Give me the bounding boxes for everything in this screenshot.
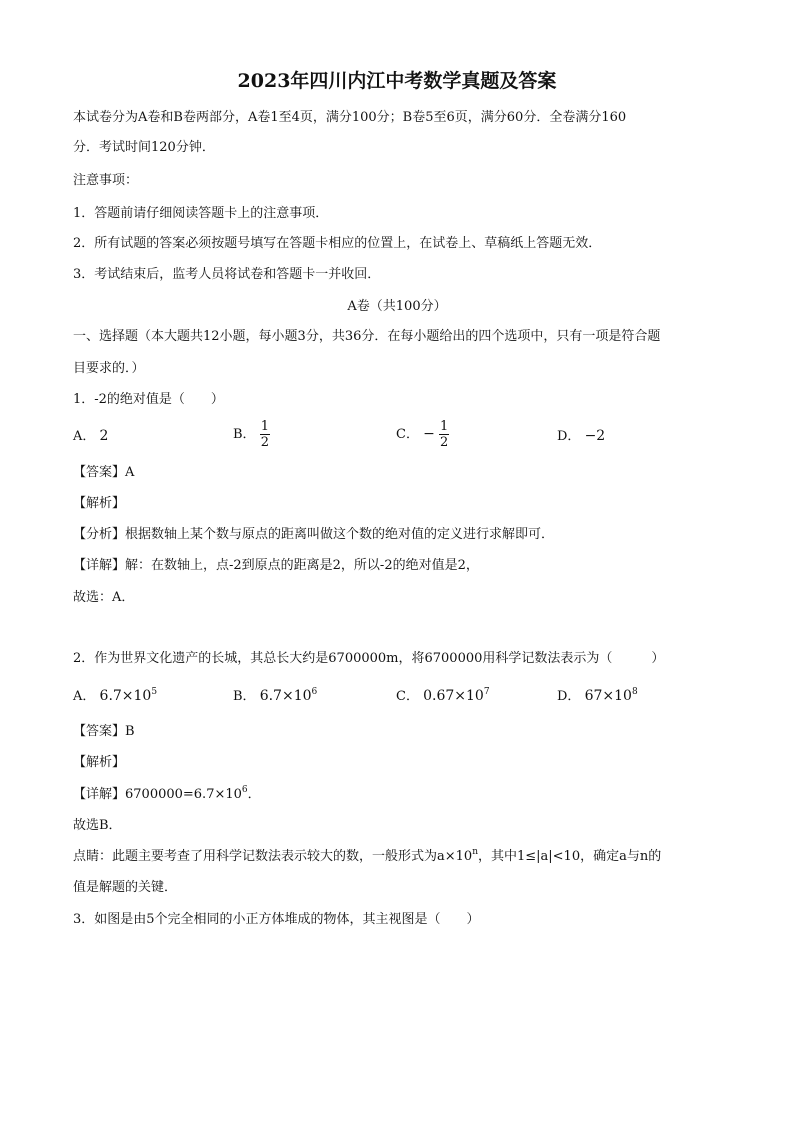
- q2-option-b: [233, 687, 317, 706]
- exponent: 7: [483, 687, 490, 697]
- q3-stem: 3．如图是由5个完全相同的小正方体堆成的物体，其主视图是（ ）: [73, 912, 480, 927]
- dianjing-text: 点睛：此题主要考查了用科学记数法表示较大的数，一般形式为a×10: [73, 849, 473, 864]
- option-label: C．: [396, 689, 419, 704]
- option-value: 0.67×10: [423, 688, 484, 704]
- option-label: A．: [73, 429, 96, 444]
- exponent: 6: [241, 785, 248, 795]
- q1-fenxi: 【分析】根据数轴上某个数与原点的距离叫做这个数的绝对值的定义进行求解即可．: [73, 527, 555, 542]
- denominator: 2: [260, 435, 269, 450]
- fraction: [260, 419, 270, 450]
- q2-dianjing-line-2: 值是解题的关键．: [73, 880, 178, 895]
- notice-item-2: 2．所有试题的答案必须按题号填写在答题卡相应的位置上，在试卷上、草稿纸上答题无效．: [73, 236, 602, 251]
- option-value: 2: [99, 428, 109, 444]
- notice-item-1: 1．答题前请仔细阅读答题卡上的注意事项．: [73, 206, 329, 221]
- option-label: A．: [73, 689, 96, 704]
- xiangjie-end: ．: [247, 787, 261, 802]
- q1-choice: 故选：A．: [73, 590, 135, 605]
- q2-choice: 故选B．: [73, 818, 122, 833]
- xiangjie-text: 【详解】6700000=6.7×10: [73, 787, 242, 802]
- q2-xiangjie: [73, 786, 261, 804]
- option-label: B．: [233, 427, 256, 442]
- q1-stem: 1．-2的绝对值是（ ）: [73, 392, 224, 407]
- option-value: 67×10: [584, 688, 632, 704]
- numerator: 1: [260, 419, 269, 434]
- fraction: [439, 419, 449, 450]
- q2-option-d: [557, 687, 638, 706]
- dianjing-text-end: ，其中1≤|a|<10，确定a与n的: [477, 849, 662, 864]
- q2-analysis-heading: 【解析】: [73, 755, 126, 770]
- notice-heading: 注意事项：: [73, 173, 139, 188]
- q1-xiangjie: 【详解】解：在数轴上，点-2到原点的距离是2，所以-2的绝对值是2，: [73, 558, 479, 573]
- intro-line-1: 本试卷分为A卷和B卷两部分，A卷1至4页，满分100分；B卷5至6页，满分60分．全卷满分160: [73, 110, 627, 125]
- q1-answer: 【答案】A: [73, 465, 135, 480]
- q2-stem: 2．作为世界文化遗产的长城，其总长大约是6700000m，将6700000用科学记数法表示为（ ）: [73, 651, 665, 666]
- option-label: D．: [557, 429, 581, 444]
- option-label: C．: [396, 427, 419, 442]
- exponent: 8: [631, 687, 638, 697]
- exponent: 6: [311, 687, 318, 697]
- q1-option-b: [233, 419, 270, 450]
- page-title: 2023年四川内江中考数学真题及答案: [237, 70, 557, 92]
- option-label: B．: [233, 689, 256, 704]
- option-value: 6.7×10: [99, 688, 152, 704]
- exponent: 5: [151, 687, 158, 697]
- q1-option-d: [557, 427, 605, 446]
- option-value: −2: [584, 428, 606, 444]
- numerator: 1: [439, 419, 449, 434]
- section-a-heading: A卷（共100分）: [347, 299, 447, 314]
- option-value: 6.7×10: [259, 688, 312, 704]
- minus-sign: −: [423, 426, 435, 442]
- part1-instruction-line-2: 目要求的．）: [73, 361, 145, 376]
- notice-item-3: 3．考试结束后，监考人员将试卷和答题卡一并收回．: [73, 267, 381, 282]
- part1-instruction-line-1: 一、选择题（本大题共12小题，每小题3分，共36分．在每小题给出的四个选项中，只有一项是符合题: [73, 329, 661, 344]
- q2-answer: 【答案】B: [73, 724, 135, 739]
- exponent: n: [472, 847, 478, 857]
- option-label: D．: [557, 689, 581, 704]
- q2-option-a: [73, 687, 157, 706]
- q2-option-c: [396, 687, 490, 706]
- q1-option-c: [396, 419, 449, 450]
- denominator: 2: [439, 435, 449, 450]
- q1-analysis-heading: 【解析】: [73, 496, 126, 511]
- intro-line-2: 分．考试时间120分钟．: [73, 140, 215, 155]
- q2-dianjing-line-1: [73, 848, 661, 866]
- q1-option-a: [73, 427, 108, 446]
